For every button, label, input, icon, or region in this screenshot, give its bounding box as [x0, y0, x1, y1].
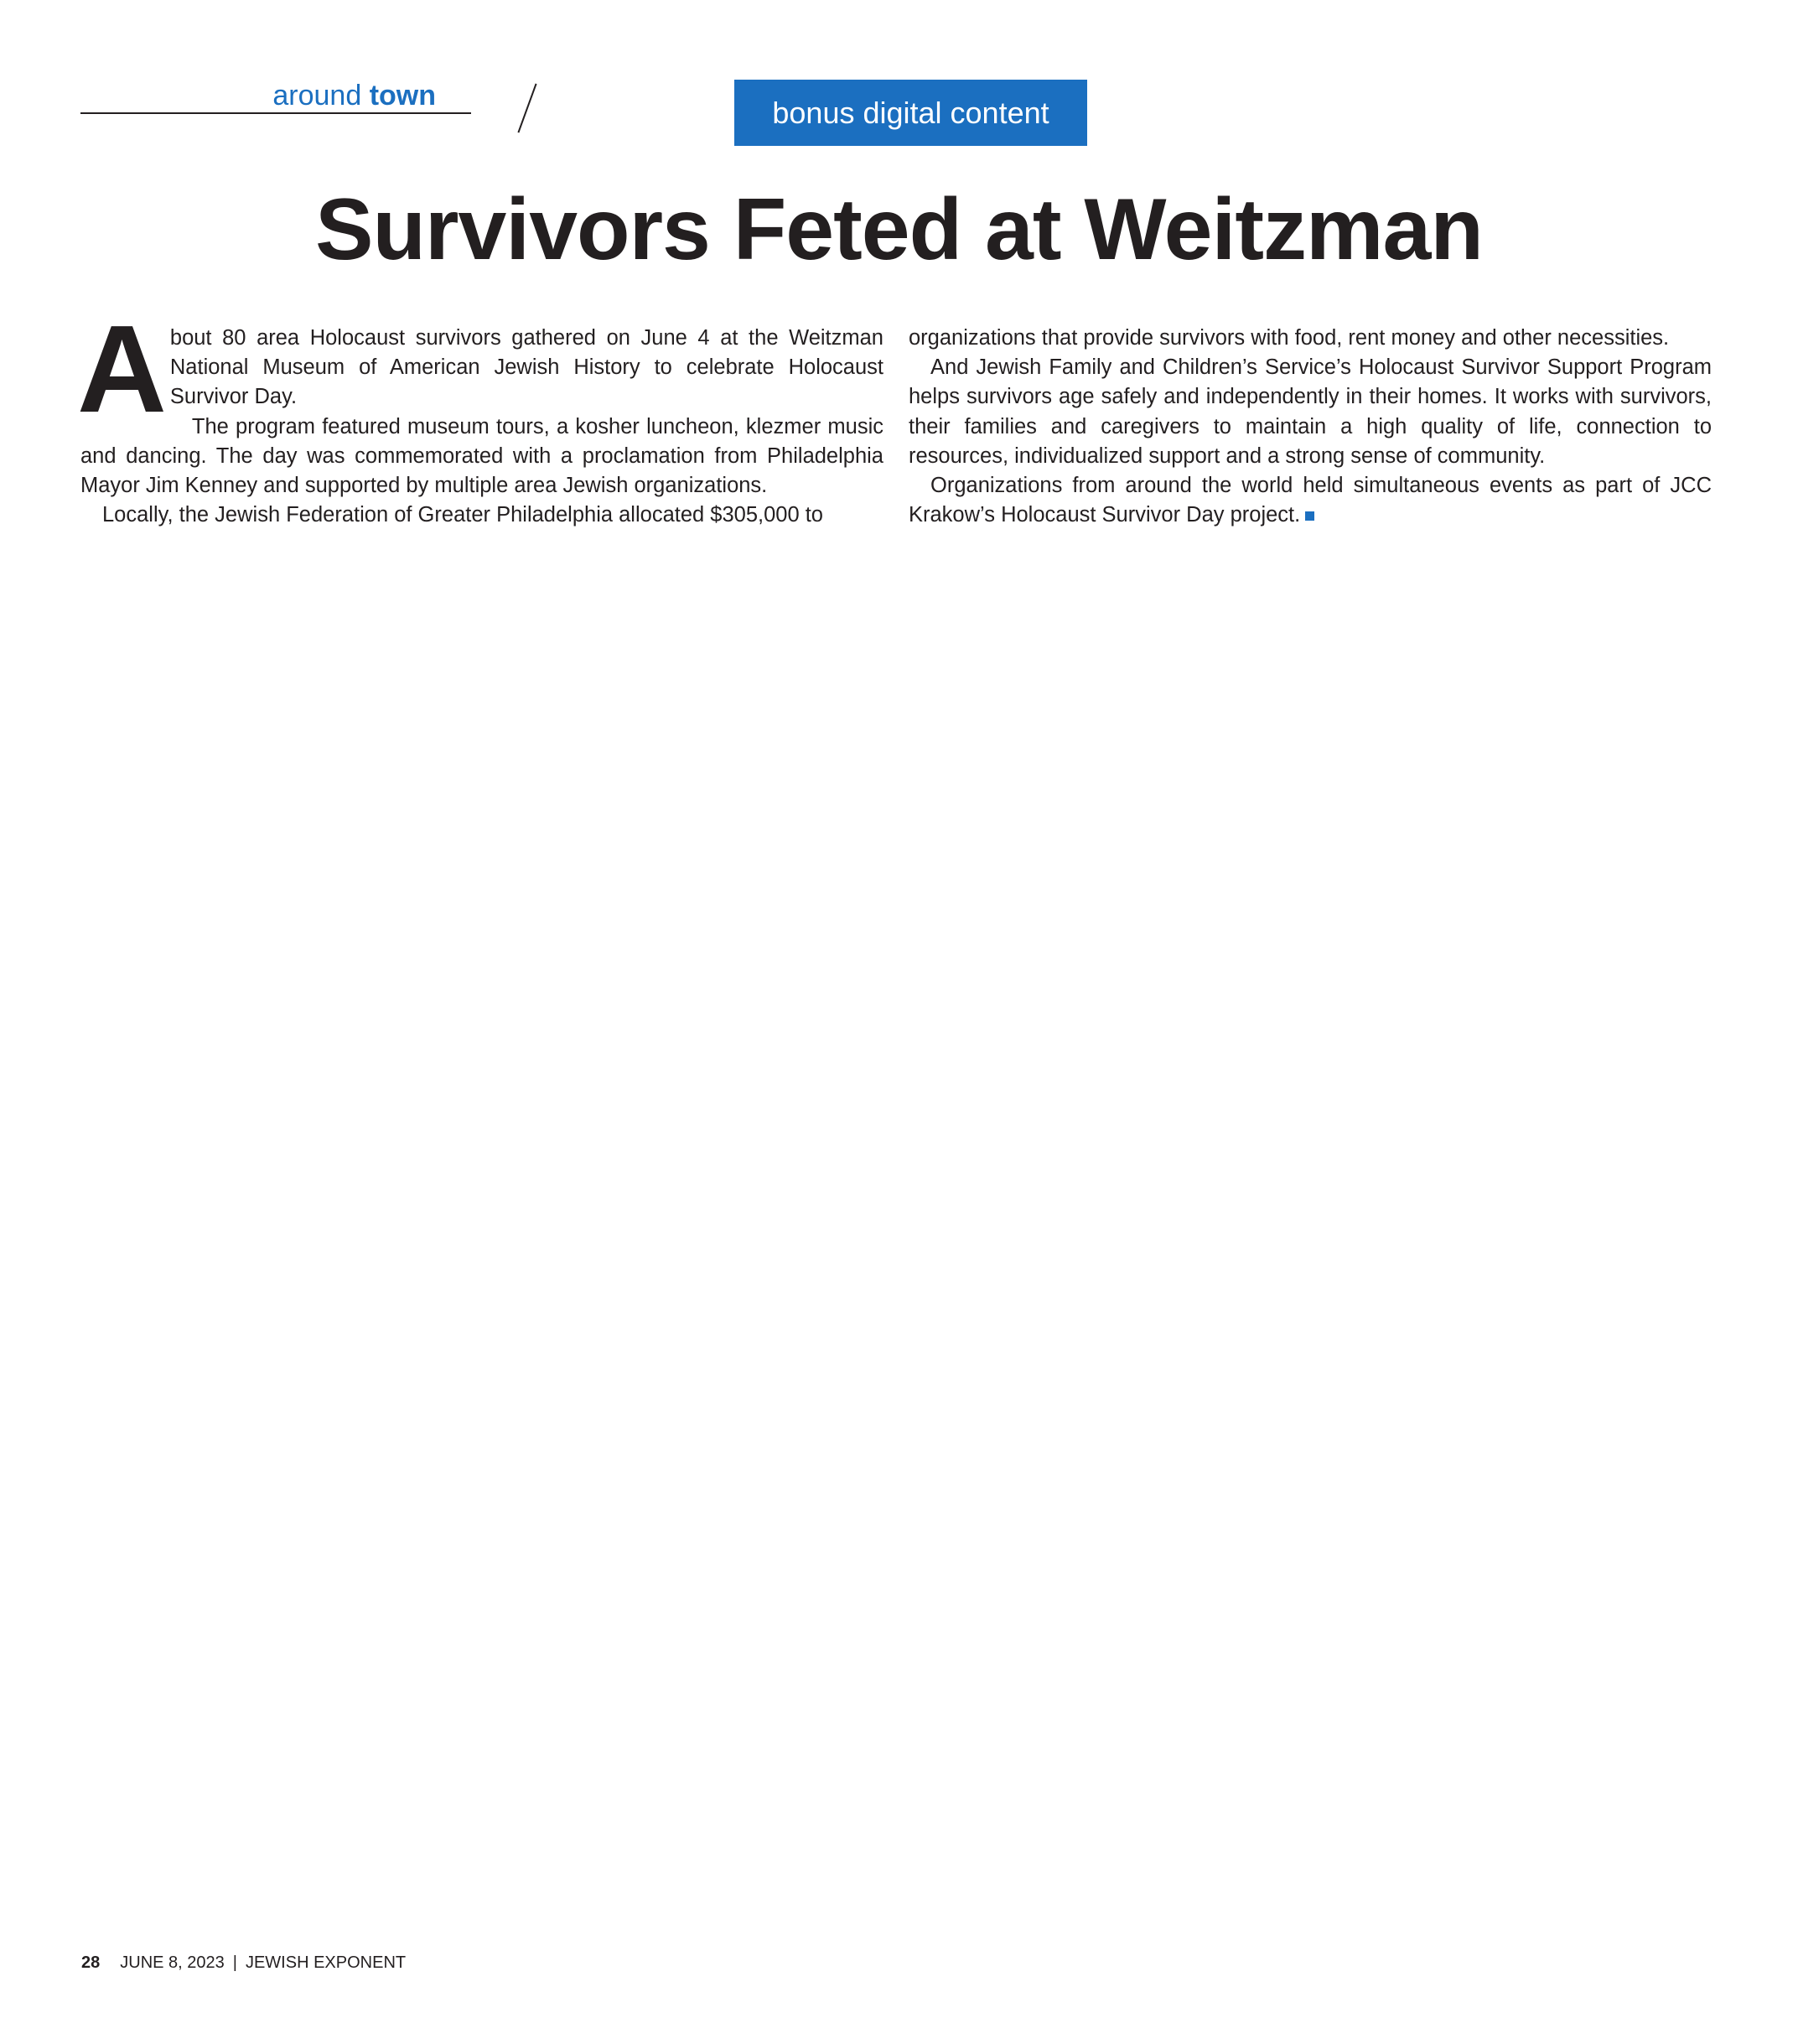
section-label-light: around — [272, 80, 362, 112]
end-of-article-square-icon — [1305, 511, 1314, 521]
article-paragraph: organizations that provide survivors with food, rent money and other necessities. — [909, 326, 1670, 350]
paragraph-text: bout 80 area Holocaust survivors gathered on June 4 at the Weitzman National Museum of American Jewish History to celebrate Holocaust Survivor Day. — [169, 326, 883, 409]
drop-cap: A — [77, 300, 167, 438]
article-column-left — [77, 300, 883, 530]
section-tag — [80, 75, 471, 134]
bonus-content-badge: bonus digital content — [734, 80, 1087, 146]
section-rule — [80, 112, 471, 114]
article-headline: Survivors Feted at Weitzman — [315, 181, 1483, 278]
article-paragraph — [77, 300, 883, 438]
page-footer — [81, 1952, 406, 1974]
publication-name: JEWISH EXPONENT — [245, 1953, 407, 1972]
page-number: 28 — [81, 1953, 101, 1972]
footer-separator: | — [232, 1953, 237, 1972]
section-label-bold: town — [369, 80, 436, 112]
article-paragraph: The program featured museum tours, a kosher luncheon, klezmer music and dancing. The day was commemorated with a proclamation from Philadelphia Mayor Jim Kenney and supported by multiple area Jewish organizations. — [80, 414, 883, 498]
paragraph-text: Organizations from around the world held simultaneous events as part of JCC Krakow’s Holocaust Survivor Day project. — [909, 474, 1712, 527]
article-paragraph: And Jewish Family and Children’s Service’s Holocaust Survivor Support Program helps survivors age safely and independently in their homes. It works with survivors, their families and caregivers to maintain a high quality of life, connection to resources, individualized support and a strong sense of community. — [909, 355, 1712, 468]
section-label — [272, 79, 436, 112]
section-slash — [517, 84, 536, 133]
article-paragraph — [909, 471, 1712, 530]
article-column-right — [909, 324, 1712, 530]
article-paragraph: Locally, the Jewish Federation of Greater Philadelphia allocated $305,000 to — [102, 503, 823, 527]
issue-date: JUNE 8, 2023 — [120, 1953, 225, 1972]
